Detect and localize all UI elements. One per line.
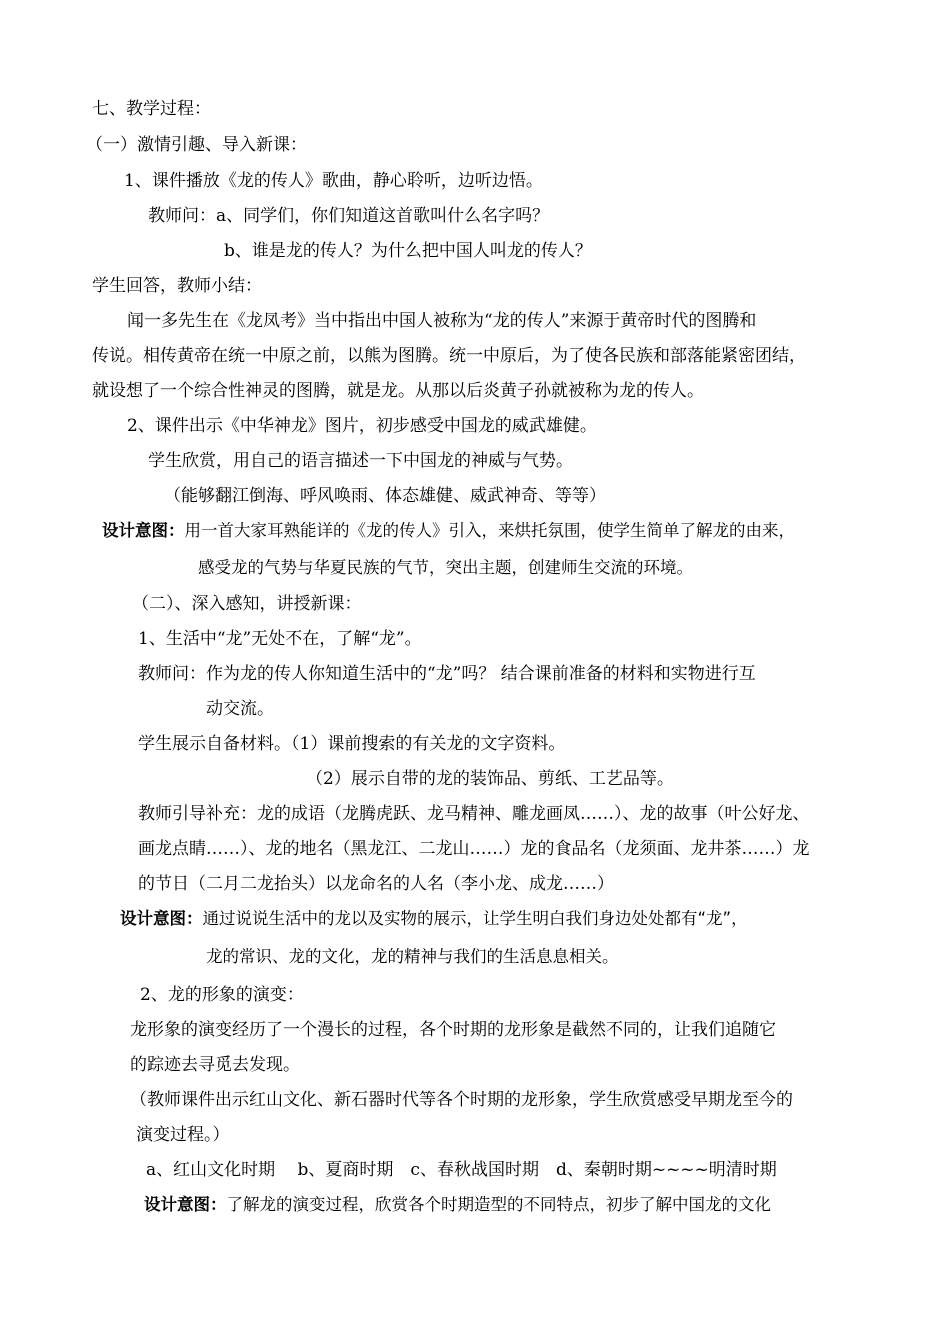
paragraph-line: 动交流。 (206, 699, 274, 719)
design-intent (102, 519, 795, 543)
paragraph-line: 传说。相传黄帝在统一中原之前，以熊为图腾。统一中原后，为了使各民族和部落能紧密团结， (92, 346, 806, 366)
paragraph-line: 学生欣赏，用自己的语言描述一下中国龙的神威与气势。 (148, 451, 573, 471)
design-intent-text: 龙的常识、龙的文化，龙的精神与我们的生活息息相关。 (206, 947, 619, 966)
subsection-heading: （二）、深入感知，讲授新课： (132, 594, 362, 614)
paragraph-line: 1、生活中“龙”无处不在，了解“龙”。 (138, 629, 422, 649)
paragraph-line: （教师课件出示红山文化、新石器时代等各个时期的龙形象，学生欣赏感受早期龙至今的 (130, 1090, 793, 1110)
paragraph-line: a、红山文化时期 b、夏商时期 c、春秋战国时期 d、秦朝时期~~~~明清时期 (146, 1160, 777, 1180)
design-intent-text: 用一首大家耳熟能详的《龙的传人》引入，来烘托氛围，使学生简单了解龙的由来， (184, 521, 795, 540)
paragraph-line: 2、课件出示《中华神龙》图片，初步感受中国龙的威武雄健。 (127, 416, 597, 436)
paragraph-line: 龙形象的演变经历了一个漫长的过程，各个时期的龙形象是截然不同的，让我们追随它 (130, 1020, 776, 1040)
design-intent-label: 设计意图： (102, 521, 185, 540)
design-intent-label: 设计意图： (144, 1195, 227, 1214)
design-intent-label: 设计意图： (120, 909, 203, 928)
paragraph-line: 演变过程。） (136, 1125, 230, 1145)
subsection-heading: （一）激情引趣、导入新课： (86, 135, 307, 155)
design-intent-text: 感受龙的气势与华夏民族的气节，突出主题，创建师生交流的环境。 (198, 558, 693, 577)
paragraph-line: 2、龙的形象的演变： (140, 985, 304, 1005)
paragraph-line: 1、课件播放《龙的传人》歌曲，静心聆听，边听边悟。 (124, 171, 543, 191)
paragraph-line: 闻一多先生在《龙凤考》当中指出中国人被称为“龙的传人”来源于黄帝时代的图腾和 (127, 311, 757, 331)
paragraph-line: （2）展示自带的龙的装饰品、剪纸、工艺品等。 (306, 769, 674, 789)
paragraph-line: 的节日（二月二龙抬头）以龙命名的人名（李小龙、成龙……） (138, 874, 614, 894)
section-heading: 七、教学过程： (92, 99, 211, 119)
paragraph-line: 学生展示自备材料。（1）课前搜索的有关龙的文字资料。 (138, 734, 566, 754)
paragraph-line: 教师引导补充：龙的成语（龙腾虎跃、龙马精神、雕龙画凤……）、龙的故事（叶公好龙、 (138, 804, 810, 824)
design-intent (144, 1193, 771, 1217)
design-intent-text: 通过说说生活中的龙以及实物的展示，让学生明白我们身边处处都有“龙”， (202, 909, 748, 928)
paragraph-line: 教师问：a、同学们，你们知道这首歌叫什么名字吗？ (148, 206, 550, 226)
paragraph-line: 教师问：作为龙的传人你知道生活中的“龙”吗？ 结合课前准备的材料和实物进行互 (138, 664, 756, 684)
paragraph-line: b、谁是龙的传人？为什么把中国人叫龙的传人？ (224, 241, 592, 261)
design-intent (120, 907, 748, 931)
paragraph-line: （能够翻江倒海、呼风唤雨、体态雄健、威武神奇、等等） (164, 486, 606, 506)
paragraph-line: 画龙点睛……）、龙的地名（黑龙江、二龙山……）龙的食品名（龙须面、龙井茶……）龙 (138, 839, 810, 859)
paragraph-line: 就设想了一个综合性神灵的图腾，就是龙。从那以后炎黄子孙就被称为龙的传人。 (92, 381, 704, 401)
design-intent-text: 了解龙的演变过程，欣赏各个时期造型的不同特点，初步了解中国龙的文化 (226, 1195, 771, 1214)
paragraph-line: 学生回答，教师小结： (92, 276, 262, 296)
paragraph-line: 的踪迹去寻觅去发现。 (130, 1055, 300, 1075)
